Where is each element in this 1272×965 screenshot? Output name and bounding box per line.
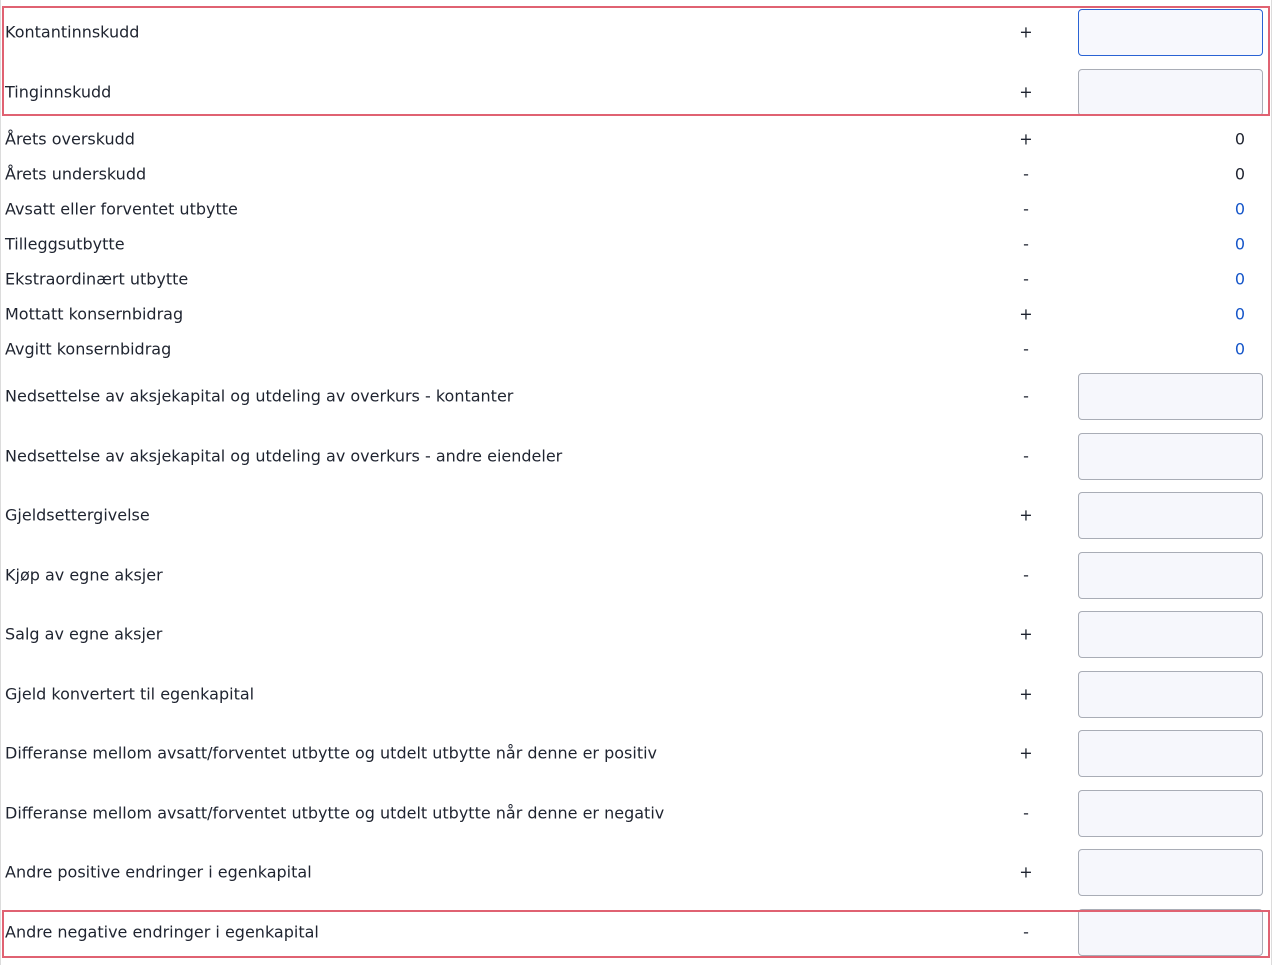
salg-av-egne-aksjer-input[interactable]	[1078, 611, 1263, 658]
minus-sign: -	[1023, 234, 1029, 254]
row-differanse-mellom-avsatt-forventet-utbytte-og-utdelt-utbytte-nar-denne-er-positiv	[0, 723, 1272, 783]
row-label: Tinginnskudd	[5, 82, 112, 102]
row-label: Andre negative endringer i egenkapital	[5, 922, 319, 942]
plus-sign: +	[1019, 743, 1033, 763]
avsatt-eller-forventet-utbytte-value[interactable]: 0	[1234, 199, 1245, 219]
plus-sign: +	[1019, 624, 1033, 644]
row-label: Gjeldsettergivelse	[5, 505, 150, 525]
row-avgitt-konsernbidrag	[0, 332, 1272, 367]
row-label: Gjeld konvertert til egenkapital	[5, 684, 255, 704]
tilleggsutbytte-value[interactable]: 0	[1234, 234, 1245, 254]
row-mottatt-konsernbidrag	[0, 297, 1272, 332]
plus-sign: +	[1019, 304, 1033, 324]
kontantinnskudd-input[interactable]	[1078, 9, 1263, 56]
row-nedsettelse-av-aksjekapital-og-utdeling-av-overkurs-kontanter	[0, 366, 1272, 426]
row-arets-underskudd	[0, 157, 1272, 192]
avgitt-konsernbidrag-value[interactable]: 0	[1234, 339, 1245, 359]
plus-sign: +	[1019, 129, 1033, 149]
row-gjeldsettergivelse	[0, 485, 1272, 545]
row-label: Årets overskudd	[5, 129, 135, 149]
nedsettelse-av-aksjekapital-og-utdeling-av-overkurs-andre-eiendeler-input[interactable]	[1078, 433, 1263, 480]
row-label: Salg av egne aksjer	[5, 624, 163, 644]
minus-sign: -	[1023, 199, 1029, 219]
plus-sign: +	[1019, 684, 1033, 704]
row-label: Andre positive endringer i egenkapital	[5, 862, 312, 882]
minus-sign: -	[1023, 164, 1029, 184]
row-andre-positive-endringer-i-egenkapital	[0, 842, 1272, 902]
plus-sign: +	[1019, 505, 1033, 525]
tinginnskudd-input[interactable]	[1078, 69, 1263, 116]
row-kontantinnskudd	[0, 2, 1272, 62]
minus-sign: -	[1023, 386, 1029, 406]
minus-sign: -	[1023, 803, 1029, 823]
differanse-mellom-avsatt-forventet-utbytte-og-utdelt-utbytte-nar-denne-er-negativ-input[interactable]	[1078, 790, 1263, 837]
row-label: Avsatt eller forventet utbytte	[5, 199, 238, 219]
plus-sign: +	[1019, 22, 1033, 42]
row-label: Nedsettelse av aksjekapital og utdeling av overkurs - andre eiendeler	[5, 446, 563, 466]
row-label: Mottatt konsernbidrag	[5, 304, 184, 324]
plus-sign: +	[1019, 862, 1033, 882]
row-ekstraordinaert-utbytte	[0, 262, 1272, 297]
gjeldsettergivelse-input[interactable]	[1078, 492, 1263, 539]
row-label: Kjøp av egne aksjer	[5, 565, 163, 585]
row-tilleggsutbytte	[0, 227, 1272, 262]
minus-sign: -	[1023, 922, 1029, 942]
row-kjop-av-egne-aksjer	[0, 545, 1272, 605]
row-label: Ekstraordinært utbytte	[5, 269, 189, 289]
differanse-mellom-avsatt-forventet-utbytte-og-utdelt-utbytte-nar-denne-er-positiv-input[interactable]	[1078, 730, 1263, 777]
row-label: Differanse mellom avsatt/forventet utbytte og utdelt utbytte når denne er negativ	[5, 803, 665, 823]
row-nedsettelse-av-aksjekapital-og-utdeling-av-overkurs-andre-eiendeler	[0, 426, 1272, 486]
kjop-av-egne-aksjer-input[interactable]	[1078, 552, 1263, 599]
andre-positive-endringer-i-egenkapital-input[interactable]	[1078, 849, 1263, 896]
andre-negative-endringer-i-egenkapital-input[interactable]	[1078, 909, 1263, 956]
gjeld-konvertert-til-egenkapital-input[interactable]	[1078, 671, 1263, 718]
minus-sign: -	[1023, 269, 1029, 289]
row-avsatt-eller-forventet-utbytte	[0, 192, 1272, 227]
row-tinginnskudd	[0, 62, 1272, 122]
minus-sign: -	[1023, 339, 1029, 359]
row-label: Differanse mellom avsatt/forventet utbytte og utdelt utbytte når denne er positiv	[5, 743, 658, 763]
arets-underskudd-value: 0	[1234, 164, 1245, 184]
minus-sign: -	[1023, 446, 1029, 466]
minus-sign: -	[1023, 565, 1029, 585]
row-label: Årets underskudd	[5, 164, 147, 184]
row-andre-negative-endringer-i-egenkapital	[0, 902, 1272, 962]
row-salg-av-egne-aksjer	[0, 604, 1272, 664]
arets-overskudd-value: 0	[1234, 129, 1245, 149]
mottatt-konsernbidrag-value[interactable]: 0	[1234, 304, 1245, 324]
row-label: Tilleggsutbytte	[5, 234, 125, 254]
row-arets-overskudd	[0, 122, 1272, 157]
plus-sign: +	[1019, 82, 1033, 102]
row-label: Avgitt konsernbidrag	[5, 339, 172, 359]
row-label: Kontantinnskudd	[5, 22, 140, 42]
row-differanse-mellom-avsatt-forventet-utbytte-og-utdelt-utbytte-nar-denne-er-negativ	[0, 783, 1272, 843]
row-gjeld-konvertert-til-egenkapital	[0, 664, 1272, 724]
row-label: Nedsettelse av aksjekapital og utdeling av overkurs - kontanter	[5, 386, 514, 406]
nedsettelse-av-aksjekapital-og-utdeling-av-overkurs-kontanter-input[interactable]	[1078, 373, 1263, 420]
ekstraordinaert-utbytte-value[interactable]: 0	[1234, 269, 1245, 289]
